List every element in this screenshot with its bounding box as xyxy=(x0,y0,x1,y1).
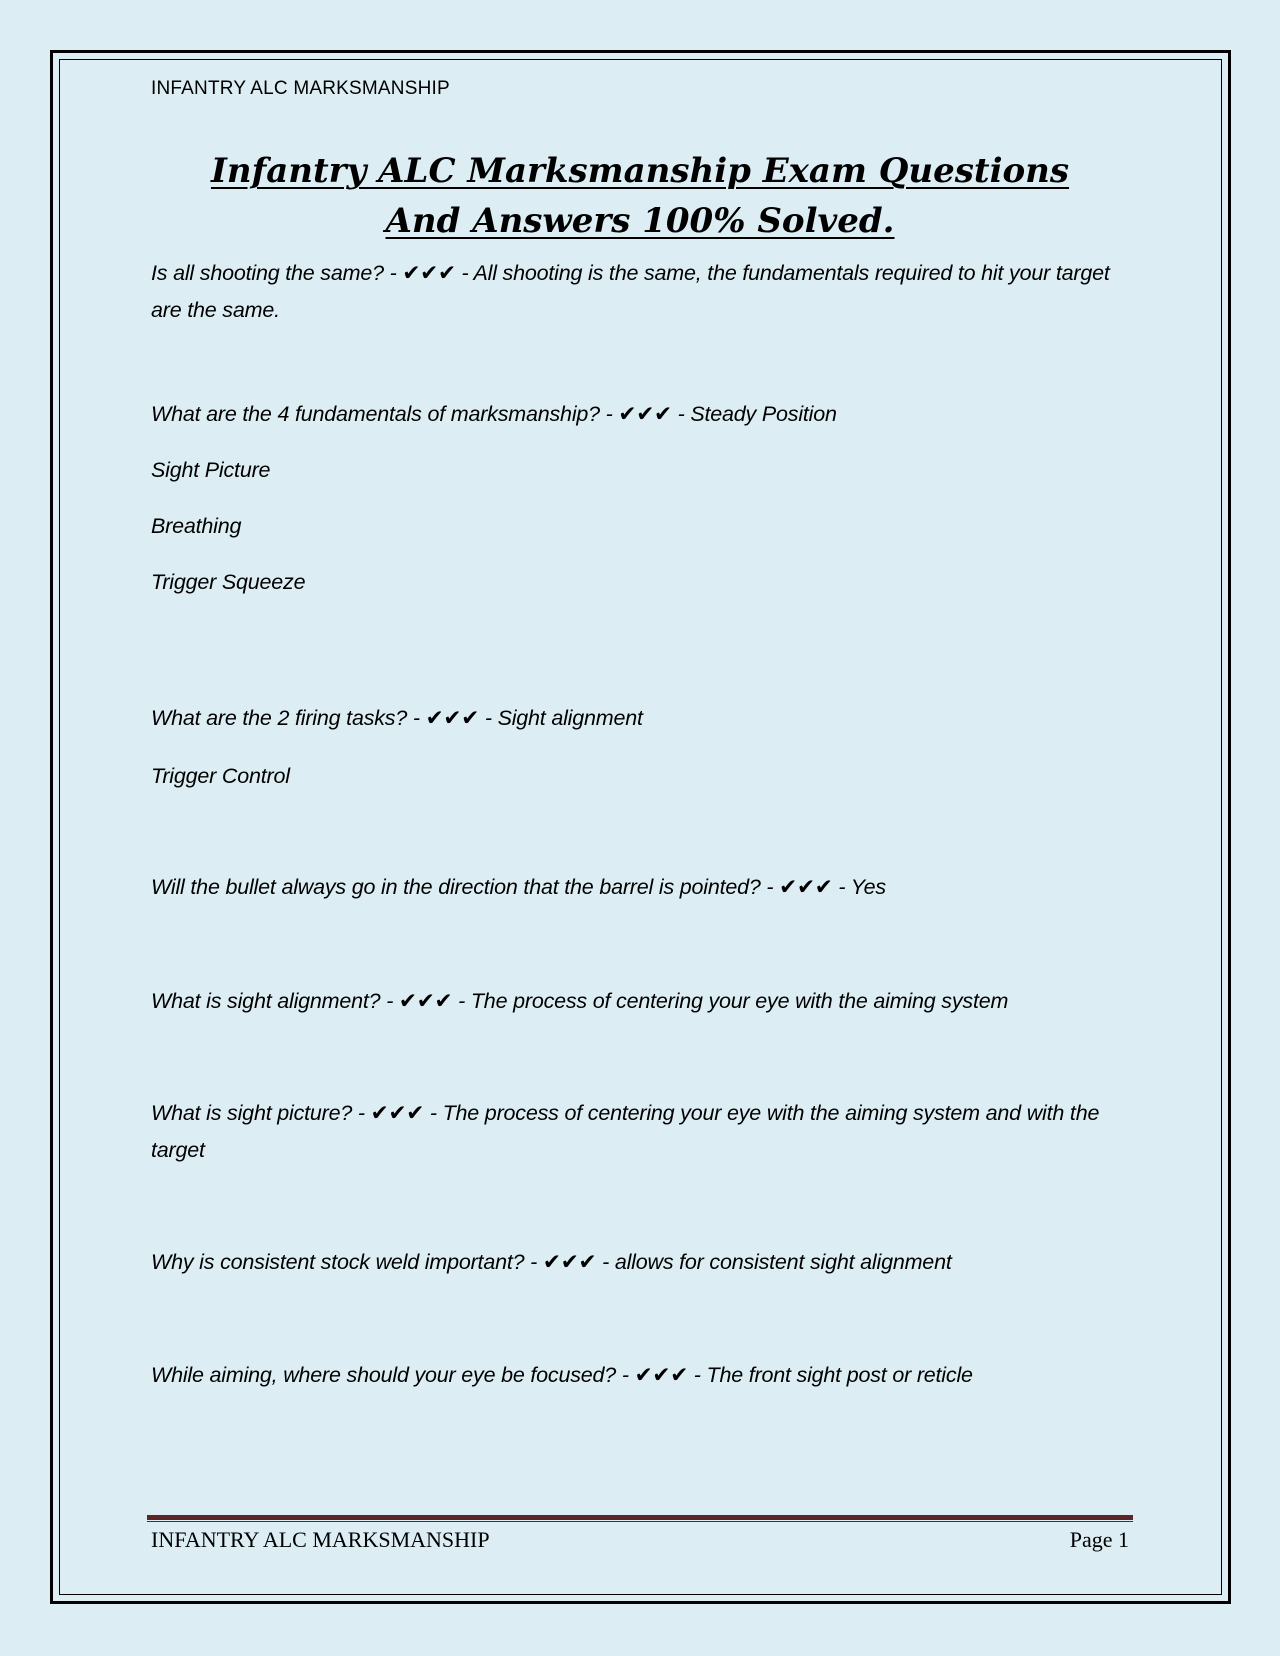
qa-answer-breathing: Breathing xyxy=(151,514,242,538)
footer-title: INFANTRY ALC MARKSMANSHIP xyxy=(151,1527,490,1552)
footer-rule-thick xyxy=(147,1515,1133,1520)
qa-four-fundamentals: What are the 4 fundamentals of marksmanship? - ✔✔✔ - Steady Position xyxy=(151,402,837,426)
qa-sight-alignment: What is sight alignment? - ✔✔✔ - The process of centering your eye with the aiming system xyxy=(151,989,1009,1013)
qa-bullet-direction: Will the bullet always go in the direction that the barrel is pointed? - ✔✔✔ - Yes xyxy=(151,875,886,899)
page-number: Page 1 xyxy=(1069,1527,1129,1552)
qa-shooting-same: Is all shooting the same? - ✔✔✔ - All shooting is the same, the fundamentals required to hit your target are the same. xyxy=(151,261,1110,322)
qa-sight-picture: What is sight picture? - ✔✔✔ - The process of centering your eye with the aiming system and with the target xyxy=(151,1101,1100,1162)
running-header: INFANTRY ALC MARKSMANSHIP xyxy=(151,78,450,99)
footer-rule-thin xyxy=(147,1521,1133,1522)
qa-eye-focus: While aiming, where should your eye be focused? - ✔✔✔ - The front sight post or reticle xyxy=(151,1363,973,1387)
title-line-2: And Answers 100% Solved. xyxy=(385,201,895,241)
document-title xyxy=(150,146,1130,246)
qa-answer-trigger-control: Trigger Control xyxy=(151,764,290,788)
footer-rule xyxy=(147,1515,1133,1523)
qa-answer-sight-picture: Sight Picture xyxy=(151,458,271,482)
qa-two-firing-tasks: What are the 2 firing tasks? - ✔✔✔ - Sight alignment xyxy=(151,706,643,730)
qa-answer-trigger-squeeze: Trigger Squeeze xyxy=(151,570,306,594)
qa-stock-weld: Why is consistent stock weld important? - ✔✔✔ - allows for consistent sight alignment xyxy=(151,1250,952,1274)
title-line-1: Infantry ALC Marksmanship Exam Questions xyxy=(210,151,1070,191)
